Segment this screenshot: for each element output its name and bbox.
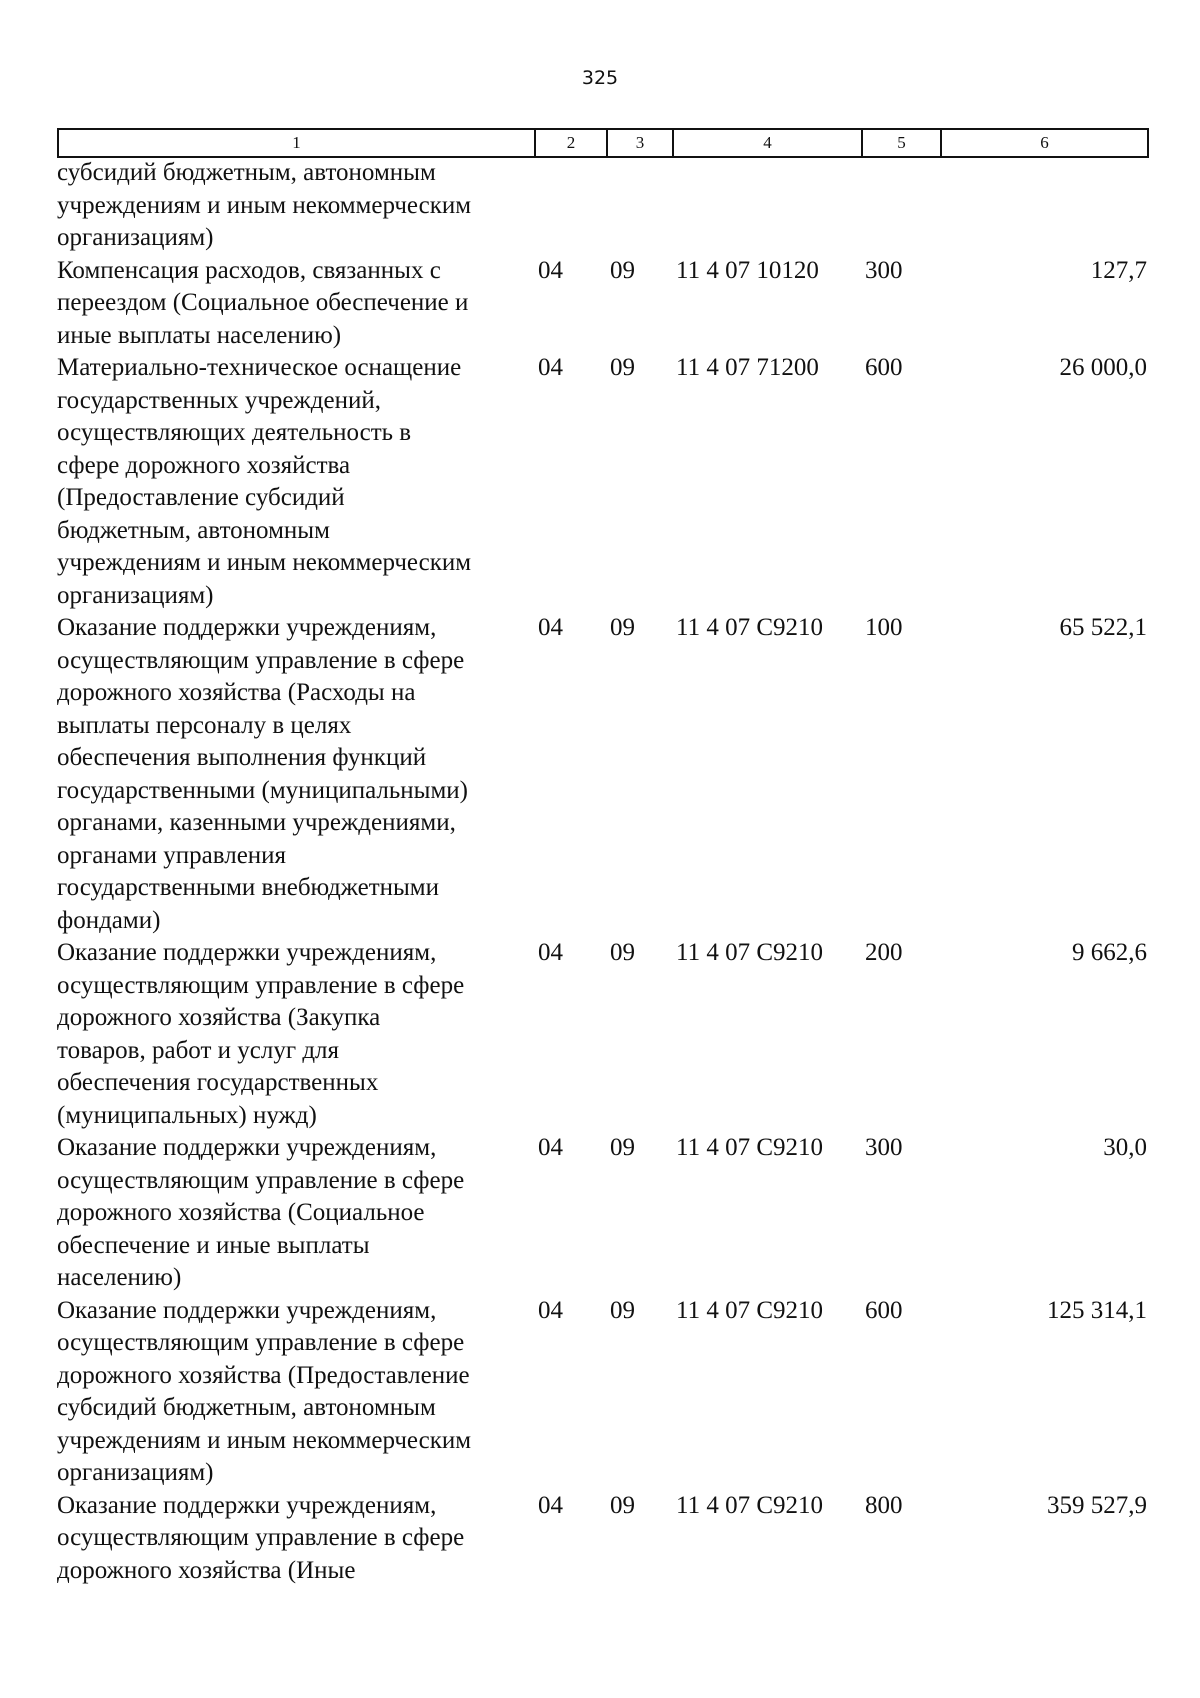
column-header-1: 1: [58, 129, 535, 157]
row-section: 04: [538, 939, 563, 966]
page-number: 325: [581, 67, 619, 89]
row-target-article: 11 4 07 С9210: [676, 614, 823, 641]
column-header-5: 5: [862, 129, 941, 157]
row-subsection: [606, 157, 672, 255]
row-target-article: 11 4 07 С9210: [676, 1134, 823, 1161]
row-amount: 127,7: [1090, 256, 1147, 284]
row-section: 04: [538, 614, 563, 641]
row-subsection: 09: [610, 939, 635, 966]
row-subsection: 09: [610, 614, 635, 641]
row-name: Материально-техническое оснащение государственных учреждений, осуществляющих деятельность в сфере дорожного хозяйства (Предоставление субсидий бюджетным, автономным учреждениям и иным некоммерческим организациям): [57, 354, 472, 609]
row-name: Компенсация расходов, связанных с переездом (Социальное обеспечение и иные выплаты населению): [57, 256, 469, 349]
column-header-6: 6: [941, 129, 1148, 157]
table-row: [57, 612, 1147, 937]
row-name: субсидий бюджетным, автономным учреждениям и иным некоммерческим организациям): [57, 159, 472, 251]
row-expense-type: 300: [865, 256, 903, 284]
row-target-article: 11 4 07 С9210: [676, 1296, 823, 1324]
row-amount: 125 314,1: [1047, 1296, 1147, 1324]
row-subsection: 09: [610, 256, 635, 284]
row-amount: 9 662,6: [1072, 939, 1147, 966]
row-amount: 65 522,1: [1059, 614, 1147, 641]
table-row: [57, 157, 1147, 255]
row-name: Оказание поддержки учреждениям, осуществляющим управление в сфере дорожного хозяйства (Расходы на выплаты персоналу в целях обеспечения выполнения функций государственными (муниципальными) органами, казенными учреждениями, органами управления государственными внебюджетными фондами): [57, 614, 468, 934]
table-row: [57, 255, 1147, 353]
row-section: 04: [538, 1134, 563, 1161]
row-section: [534, 157, 606, 255]
row-target-article: 11 4 07 71200: [676, 354, 819, 381]
column-header-4: 4: [673, 129, 862, 157]
table-row: [57, 1490, 1147, 1588]
row-section: 04: [538, 1296, 563, 1324]
row-target-article: 11 4 07 С9210: [676, 939, 823, 966]
table-row: [57, 1132, 1147, 1295]
row-subsection: 09: [610, 354, 635, 381]
budget-table: [57, 157, 1147, 1587]
row-amount: 26 000,0: [1059, 354, 1147, 381]
row-expense-type: [861, 157, 940, 255]
row-target-article: 11 4 07 10120: [676, 256, 819, 284]
row-expense-type: 600: [865, 1296, 903, 1324]
table-row: [57, 352, 1147, 612]
row-target-article: [672, 157, 861, 255]
row-target-article: 11 4 07 С9210: [676, 1491, 823, 1519]
row-expense-type: 800: [865, 1491, 903, 1519]
row-section: 04: [538, 1491, 563, 1519]
row-section: 04: [538, 256, 563, 284]
column-header-3: 3: [607, 129, 673, 157]
row-name: Оказание поддержки учреждениям, осуществляющим управление в сфере дорожного хозяйства (Иные: [57, 1491, 465, 1584]
table-row: [57, 1295, 1147, 1490]
row-name: Оказание поддержки учреждениям, осуществляющим управление в сфере дорожного хозяйства (Предоставление субсидий бюджетным, автономным учреждениям и иным некоммерческим организациям): [57, 1296, 472, 1486]
row-expense-type: 600: [865, 354, 903, 381]
row-section: 04: [538, 354, 563, 381]
row-amount: 30,0: [1103, 1134, 1147, 1161]
row-expense-type: 300: [865, 1134, 903, 1161]
column-header-2: 2: [535, 129, 607, 157]
row-expense-type: 100: [865, 614, 903, 641]
row-expense-type: 200: [865, 939, 903, 966]
column-header-table: [57, 128, 1149, 158]
table-row: [57, 937, 1147, 1132]
row-amount: [940, 157, 1147, 255]
row-name: Оказание поддержки учреждениям, осуществляющим управление в сфере дорожного хозяйства (Закупка товаров, работ и услуг для обеспечения государственных (муниципальных) нужд): [57, 939, 465, 1129]
row-subsection: 09: [610, 1296, 635, 1324]
row-name: Оказание поддержки учреждениям, осуществляющим управление в сфере дорожного хозяйства (Социальное обеспечение и иные выплаты населению): [57, 1134, 465, 1291]
row-subsection: 09: [610, 1491, 635, 1519]
column-header-row: [58, 129, 1148, 157]
row-subsection: 09: [610, 1134, 635, 1161]
row-amount: 359 527,9: [1047, 1491, 1147, 1519]
